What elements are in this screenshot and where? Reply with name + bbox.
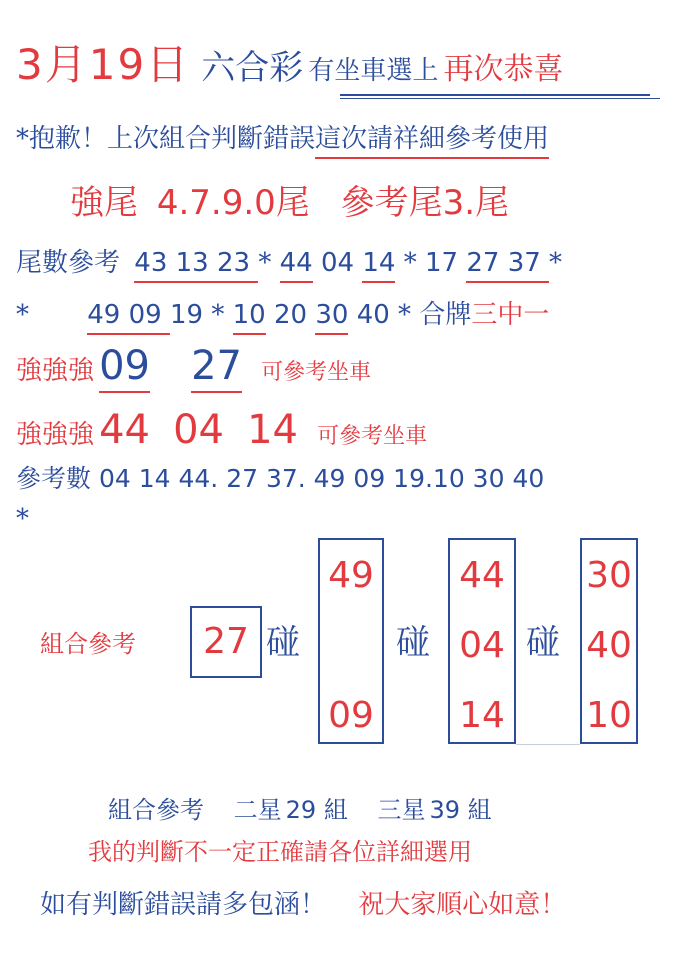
ref-numbers-label: 參考數: [16, 464, 92, 493]
two-star-label: 二星: [233, 796, 282, 824]
tail-ref-g1: [134, 248, 258, 283]
tail-ref-sep: *: [403, 248, 417, 278]
strong-2-num: 14: [247, 407, 299, 453]
strong-tail-line: [70, 183, 510, 223]
tail-ref-g4: [87, 300, 170, 335]
combo-connector: 碰: [266, 623, 300, 663]
strong-line-2: [16, 407, 428, 453]
combo-box-2: [318, 538, 384, 744]
strong-2-label: 強強強: [16, 420, 95, 450]
group-unit: 組: [323, 796, 348, 824]
three-star-count: 39: [429, 796, 461, 824]
combo-box-1: [190, 606, 262, 678]
header-subtitle-a: 有坐車選上: [308, 56, 439, 86]
tail-ref-num: 04: [320, 248, 355, 278]
apology-star: *: [16, 124, 29, 154]
strong-1-num-b: 27: [191, 343, 243, 389]
tail-ref-num: 27: [466, 248, 500, 278]
combo-box-4: [580, 538, 638, 744]
tail-ref-num: 20: [273, 300, 308, 330]
combo-num: 49: [328, 555, 374, 596]
tail-ref-num: 23: [217, 248, 251, 278]
combo-num: 27: [203, 621, 249, 662]
strong-1-label: 強強強: [16, 356, 95, 386]
tail-ref-num: 44: [280, 248, 313, 283]
tail-ref-num: 14: [362, 248, 395, 283]
box-connector-line: [516, 744, 580, 745]
header-lottery: 六合彩: [201, 48, 304, 88]
tail-ref-sep: *: [211, 300, 225, 330]
three-star-label: 三星: [377, 796, 426, 824]
tail-ref-label: 尾數參考: [16, 248, 121, 278]
apology-text-a: 抱歉！上次組合判斷錯誤: [29, 124, 316, 154]
strong-1-num-a: 09: [99, 343, 151, 389]
strong-2-num: 04: [173, 407, 225, 453]
combo-value: 三中一: [471, 300, 550, 330]
forgive-text: 如有判斷錯誤請多包涵！: [40, 890, 327, 920]
tail-ref-num: 49: [87, 300, 121, 330]
strong-1-num: [99, 343, 150, 393]
combo-connector: 碰: [526, 623, 560, 663]
tail-ref-num: 17: [424, 248, 459, 278]
header: [16, 40, 564, 89]
tail-ref-num: 43: [134, 248, 168, 278]
tail-ref-num: 30: [315, 300, 348, 335]
wish-text: 祝大家順心如意！: [358, 890, 567, 920]
header-subtitle-b: 再次恭喜: [443, 52, 564, 87]
tail-ref-num: 10: [233, 300, 266, 335]
apology-text-b: 這次請祥細參考使用: [315, 124, 549, 159]
strong-tail-digits: 4.7.9.0: [156, 183, 276, 223]
tail-ref-sep: *: [258, 248, 272, 278]
combo-num: 30: [586, 555, 632, 596]
strong-tail-label: 強尾: [70, 183, 138, 223]
tail-ref-sep: *: [16, 300, 29, 330]
header-date: 3月19日: [16, 40, 191, 89]
strong-1-note: 可參考坐車: [261, 360, 372, 385]
combo-label: 合牌: [419, 300, 472, 330]
tail-ref-num: 40: [356, 300, 390, 330]
header-underline-tail: [340, 98, 660, 99]
combo-connector: 碰: [396, 623, 430, 663]
combo-num: 09: [328, 695, 374, 736]
tail-ref-num: 13: [175, 248, 209, 278]
strong-tail-suffix: 尾: [275, 183, 310, 223]
combo-num: 04: [459, 625, 505, 666]
tail-ref-line-1: [16, 250, 562, 276]
closing-line: [40, 892, 566, 918]
strong-2-num: 44: [99, 407, 151, 453]
two-star-count: 29: [285, 796, 317, 824]
combination-label: 組合參考: [40, 630, 136, 658]
tail-ref-g3: [466, 248, 549, 283]
combo-box-3: [448, 538, 516, 744]
tail-ref-num: 37: [507, 248, 541, 278]
ref-tail-suffix: 尾: [475, 183, 510, 223]
ref-tail-digit: 3.: [442, 183, 476, 223]
ref-numbers-line: [16, 466, 544, 491]
group-unit: 組: [467, 796, 492, 824]
summary-label: 組合參考: [108, 796, 204, 824]
tail-ref-num: 19: [169, 300, 204, 330]
combo-num: 44: [459, 555, 505, 596]
strong-2-note: 可參考坐車: [317, 424, 428, 449]
ref-numbers-star: *: [16, 504, 29, 534]
combo-num: 40: [586, 625, 632, 666]
strong-1-num: [191, 343, 242, 393]
tail-ref-sep: *: [549, 248, 563, 278]
combo-num: 10: [586, 695, 632, 736]
ref-tail-label: 參考尾: [340, 183, 443, 223]
apology-line: [16, 126, 549, 152]
disclaimer: 我的判斷不一定正確請各位詳細選用: [88, 838, 472, 866]
tail-ref-num: 09: [128, 300, 162, 330]
ref-numbers-values: 04 14 44. 27 37. 49 09 19.10 30 40: [98, 464, 545, 493]
header-underline: [340, 94, 650, 96]
combo-num: 14: [459, 695, 505, 736]
tail-ref-line-2: [16, 302, 549, 328]
summary-line: [108, 798, 492, 822]
strong-line-1: [16, 343, 372, 389]
tail-ref-sep: *: [398, 300, 412, 330]
